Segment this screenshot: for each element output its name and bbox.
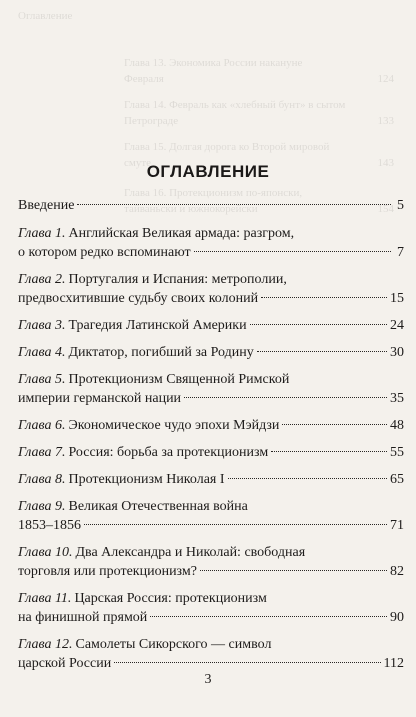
chapter-title-text: Царская Россия: протекционизм xyxy=(74,591,267,606)
toc-entry-line xyxy=(18,289,404,308)
entry-page-number: 35 xyxy=(390,391,404,406)
toc-entry xyxy=(18,270,404,308)
chapter-title-text: Два Александра и Николай: свободная xyxy=(75,545,306,560)
dot-leader xyxy=(194,251,391,252)
toc-entry-line xyxy=(18,343,404,362)
ghost-line xyxy=(124,140,394,154)
toc-entry xyxy=(18,497,404,535)
toc-entry xyxy=(18,370,404,408)
toc-entry-line xyxy=(18,635,404,654)
toc-entry-line xyxy=(18,654,404,673)
toc-entry-line xyxy=(18,316,404,335)
dot-leader xyxy=(271,451,387,452)
dot-leader xyxy=(114,662,380,663)
ghost-line-page: 143 xyxy=(377,157,394,169)
chapter-title-text: Экономическое чудо эпохи Мэйдзи xyxy=(68,418,280,433)
chapter-label: Глава 5. xyxy=(18,372,66,387)
chapter-title-text: предвосхитившие судьбу своих колоний xyxy=(18,291,259,306)
chapter-label: Глава 11. xyxy=(18,591,72,606)
ghost-running-head: Оглавление xyxy=(18,10,73,22)
chapter-label: Глава 7. xyxy=(18,445,66,460)
toc-entry-line xyxy=(18,443,404,462)
chapter-title-text: Протекционизм Николая I xyxy=(68,472,225,487)
chapter-title-text: Самолеты Сикорского — символ xyxy=(75,637,272,652)
chapter-label: Глава 10. xyxy=(18,545,73,560)
chapter-label: Глава 4. xyxy=(18,345,66,360)
toc-entry-line xyxy=(18,470,404,489)
entry-page-number: 15 xyxy=(390,291,404,306)
chapter-title-text: Введение xyxy=(18,198,75,213)
chapter-label: Глава 6. xyxy=(18,418,66,433)
chapter-title-text: 1853–1856 xyxy=(18,518,81,533)
toc-entry-line xyxy=(18,608,404,627)
entry-page-number: 48 xyxy=(390,418,404,433)
entry-page-number: 82 xyxy=(390,564,404,579)
dot-leader xyxy=(84,524,387,525)
ghost-line xyxy=(124,56,394,70)
chapter-title-text: Протекционизм Священной Римской xyxy=(68,372,290,387)
chapter-title-text: Трагедия Латинской Америки xyxy=(68,318,247,333)
entry-page-number: 7 xyxy=(397,245,404,260)
ghost-line-text: Февраля xyxy=(124,73,164,85)
toc-entry xyxy=(18,543,404,581)
toc-entry-line xyxy=(18,270,404,289)
chapter-title-text: Диктатор, погибший за Родину xyxy=(68,345,254,360)
chapter-title-text: на финишной прямой xyxy=(18,610,148,625)
chapter-title-text: Россия: борьба за протекционизм xyxy=(68,445,269,460)
ghost-line xyxy=(124,98,394,112)
toc-entry-line xyxy=(18,416,404,435)
page-title: ОГЛАВЛЕНИЕ xyxy=(146,162,270,181)
ghost-line-text: Петрограде xyxy=(124,115,179,127)
toc-entry xyxy=(18,589,404,627)
chapter-title-text: Португалия и Испания: метрополии, xyxy=(68,272,287,287)
toc-entry xyxy=(18,343,404,362)
toc-entry-line xyxy=(18,497,404,516)
toc-entry-line xyxy=(18,389,404,408)
dot-leader xyxy=(150,616,387,617)
dot-leader xyxy=(77,204,391,205)
entry-page-number: 112 xyxy=(383,656,404,671)
ghost-line-text: смуте xyxy=(124,157,152,169)
dot-leader xyxy=(250,324,387,325)
chapter-label: Глава 12. xyxy=(18,637,73,652)
ghost-line xyxy=(124,114,394,128)
entry-page-number: 30 xyxy=(390,345,404,360)
chapter-label: Глава 8. xyxy=(18,472,66,487)
ghost-line-text: тайваньски и южнокорейски xyxy=(124,203,258,215)
dot-leader xyxy=(200,570,387,571)
toc-entry xyxy=(18,443,404,462)
toc-entry-line xyxy=(18,370,404,389)
page-number: 3 xyxy=(204,672,212,687)
chapter-title-text: Английская Великая армада: разгром, xyxy=(68,226,295,241)
toc-entry-line xyxy=(18,224,404,243)
toc-entry xyxy=(18,196,404,215)
ghost-line-page: 124 xyxy=(377,73,394,85)
chapter-label: Глава 2. xyxy=(18,272,66,287)
toc-entry-line xyxy=(18,543,404,562)
ghost-line-page: 133 xyxy=(377,115,394,127)
dot-leader xyxy=(228,478,387,479)
toc-entry-line xyxy=(18,562,404,581)
toc-entry-line xyxy=(18,589,404,608)
dot-leader xyxy=(282,424,387,425)
toc-entry xyxy=(18,470,404,489)
ghost-line-text: Глава 13. Экономика России накануне xyxy=(124,57,303,69)
ghost-line xyxy=(124,72,394,86)
entry-page-number: 71 xyxy=(390,518,404,533)
entry-page-number: 90 xyxy=(390,610,404,625)
toc-entry-line xyxy=(18,196,404,215)
toc-entry-line xyxy=(18,243,404,262)
ghost-line-text: Глава 14. Февраль как «хлебный бунт» в сытом xyxy=(124,99,346,111)
chapter-label: Глава 9. xyxy=(18,499,66,514)
entry-page-number: 5 xyxy=(397,198,404,213)
toc-entry-line xyxy=(18,516,404,535)
toc-entry xyxy=(18,635,404,673)
dot-leader xyxy=(261,297,387,298)
ghost-line-page: 154 xyxy=(377,203,394,215)
chapter-label: Глава 3. xyxy=(18,318,66,333)
chapter-title-text: царской России xyxy=(18,656,112,671)
entry-page-number: 24 xyxy=(390,318,404,333)
chapter-title-text: о котором редко вспоминают xyxy=(18,245,191,260)
dot-leader xyxy=(184,397,387,398)
ghost-line-text: Глава 15. Долгая дорога ко Второй мировой xyxy=(124,141,330,153)
chapter-title-text: торговля или протекционизм? xyxy=(18,564,197,579)
chapter-title-text: Великая Отечественная война xyxy=(68,499,248,514)
ghost-line-text: Глава 16. Протекционизм по-японски, xyxy=(124,187,303,199)
toc-entry xyxy=(18,416,404,435)
chapter-title-text: империи германской нации xyxy=(18,391,182,406)
entry-page-number: 55 xyxy=(390,445,404,460)
chapter-label: Глава 1. xyxy=(18,226,66,241)
toc-entry xyxy=(18,316,404,335)
dot-leader xyxy=(257,351,387,352)
entry-page-number: 65 xyxy=(390,472,404,487)
toc-entry xyxy=(18,224,404,262)
